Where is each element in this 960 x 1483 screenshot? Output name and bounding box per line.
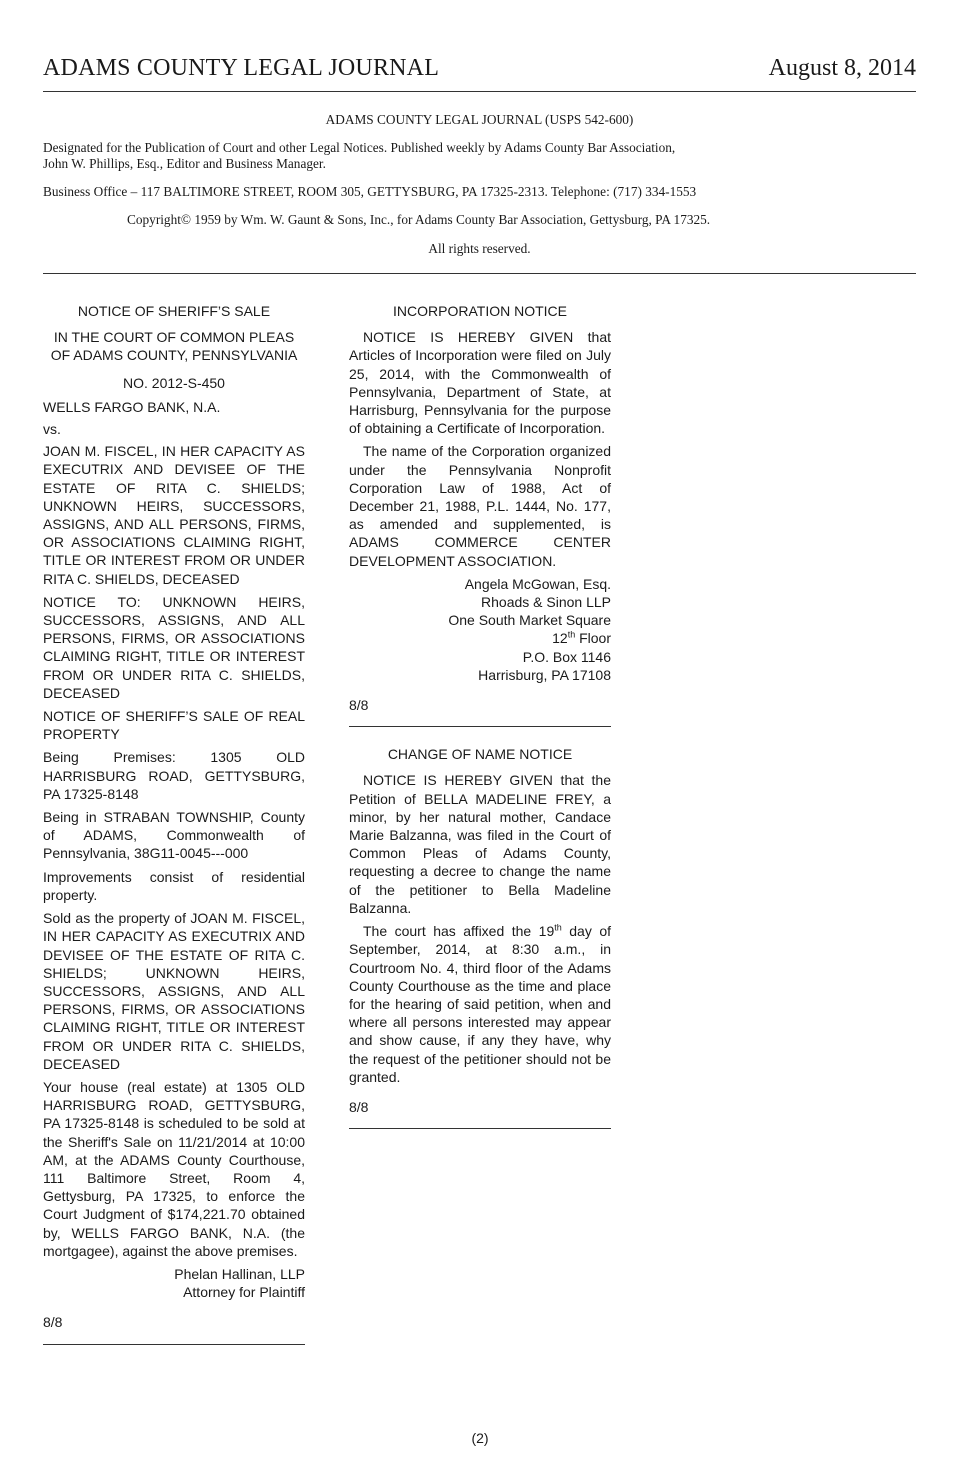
masthead-description-line2: John W. Phillips, Esq., Editor and Business Manager. xyxy=(43,156,326,171)
sig-firm: Rhoads & Sinon LLP xyxy=(481,594,611,611)
incorporation-signature xyxy=(349,575,611,684)
sig-name: Angela McGowan, Esq. xyxy=(464,575,611,592)
name-change-para1: NOTICE IS HEREBY GIVEN that the Petition of BELLA MADELINE FREY, a minor, by her natural mother, Candace Marie Balzanna, was filed in the Court of Common Pleas of Adams County, requesting a decree to change the name of the petitioner to Bella Madeline Balzanna. xyxy=(349,772,611,916)
journal-title: ADAMS COUNTY LEGAL JOURNAL xyxy=(43,55,440,81)
issue-date: August 8, 2014 xyxy=(768,55,916,81)
plaintiff: WELLS FARGO BANK, N.A. xyxy=(43,398,221,415)
sig-floor-word: Floor xyxy=(575,630,611,647)
attorney-role: Attorney for Plaintiff xyxy=(183,1284,305,1301)
sig-address: One South Market Square xyxy=(448,612,611,629)
name-change-heading: CHANGE OF NAME NOTICE xyxy=(387,746,573,763)
right-column xyxy=(349,302,611,1147)
name-change-para2-start: The court has affixed the 19 xyxy=(363,923,555,940)
running-head xyxy=(43,55,916,87)
sold-as: Sold as the property of JOAN M. FISCEL, IN HER CAPACITY AS EXECUTRIX AND DEVISEE OF THE ESTATE OF RITA C. SHIELDS; UNKNOWN HEIRS, SUCCESSORS, ASSIGNS, AND ALL PERSONS, FIRMS, OR ASSOCIATIONS CLAIMING RIGHT, TITLE OR INTEREST FROM OR UNDER RITA C. SHIELDS, DECEASED xyxy=(43,910,305,1072)
sheriff-sale-date: 8/8 xyxy=(43,1314,63,1331)
masthead xyxy=(43,112,916,271)
case-number: NO. 2012-S-450 xyxy=(123,374,225,391)
copyright: Copyright© 1959 by Wm. W. Gaunt & Sons, Inc., for Adams County Bar Association, Gettysburg, PA 17325. xyxy=(127,212,711,227)
improvements: Improvements consist of residential property. xyxy=(43,868,305,903)
page-number: (2) xyxy=(471,1430,489,1446)
notice-to: NOTICE TO: UNKNOWN HEIRS, SUCCESSORS, ASSIGNS, AND ALL PERSONS, FIRMS, OR ASSOCIATIONS CLAIMING RIGHT, TITLE OR INTEREST FROM OR UNDER RITA C. SHIELDS, DECEASED xyxy=(43,593,305,701)
rights-reserved: All rights reserved. xyxy=(428,241,531,257)
your-house: Your house (real estate) at 1305 OLD HARRISBURG ROAD, GETTYSBURG, PA 17325-8148 is scheduled to be sold at the Sheriff's Sale on 11/21/2014 at 10:00 AM, at the ADAMS County Courthouse, 111 Baltimore Street, Room 4, Gettysburg, PA 17325, to enforce the Court Judgment of $174,221.70 obtained by, WELLS FARGO BANK, N.A. (the mortgagee), against the above premises. xyxy=(43,1078,305,1259)
name-change-para2 xyxy=(349,922,611,1086)
sig-floor-suffix: th xyxy=(567,629,576,640)
sheriff-sale-notice xyxy=(43,302,305,1363)
incorporation-para2: The name of the Corporation organized under the Pennsylvania Nonprofit Corporation Law of 1988, Act of December 21, 1988, P.L. 1444, No. 177, as amended and supplemented, is ADAMS COMMERCE CENTER DEVELOPMENT ASSOCIATION. xyxy=(349,443,611,569)
incorporation-para1: NOTICE IS HEREBY GIVEN that Articles of Incorporation were filed on July 25, 2014, with the Commonwealth of Pennsylvania, Department of State, at Harrisburg, Pennsylvania for the purpose of obtaining a Certificate of Incorporation. xyxy=(349,329,611,437)
versus: vs. xyxy=(43,421,61,438)
sig-po-box: P.O. Box 1146 xyxy=(522,648,611,665)
header-rule xyxy=(43,91,916,92)
name-change-para2-suffix: th xyxy=(554,922,562,933)
incorporation-heading: INCORPORATION NOTICE xyxy=(393,303,567,319)
incorporation-end-rule xyxy=(349,726,611,727)
business-office: Business Office – 117 BALTIMORE STREET, ROOM 305, GETTYSBURG, PA 17325-2313. Telephone: (717) 334-1553 xyxy=(43,184,697,199)
incorporation-date: 8/8 xyxy=(349,697,369,714)
premises: Being Premises: 1305 OLD HARRISBURG ROAD, GETTYSBURG, PA 17325-8148 xyxy=(43,749,305,802)
sheriff-sale-heading: NOTICE OF SHERIFF’S SALE xyxy=(77,303,271,319)
notice-real-property: NOTICE OF SHERIFF’S SALE OF REAL PROPERTY xyxy=(43,708,305,743)
sig-city: Harrisburg, PA 17108 xyxy=(478,666,611,683)
masthead-description xyxy=(43,140,916,172)
name-change-end-rule xyxy=(349,1128,611,1129)
sig-floor-number: 12 xyxy=(552,630,568,647)
masthead-description-line1: Designated for the Publication of Court and other Legal Notices. Published weekly by Adams County Bar Association, xyxy=(43,140,676,155)
masthead-title: ADAMS COUNTY LEGAL JOURNAL (USPS 542-600) xyxy=(325,112,634,127)
name-change-date: 8/8 xyxy=(349,1098,369,1115)
sig-floor xyxy=(349,629,611,647)
defendant: JOAN M. FISCEL, IN HER CAPACITY AS EXECUTRIX AND DEVISEE OF THE ESTATE OF RITA C. SHIELDS; UNKNOWN HEIRS, SUCCESSORS, ASSIGNS, AND ALL PERSONS, FIRMS, OR ASSOCIATIONS CLAIMING RIGHT, TITLE OR INTEREST FROM OR UNDER RITA C. SHIELDS, DECEASED xyxy=(43,443,305,587)
masthead-rule xyxy=(43,273,916,274)
sheriff-sale-end-rule xyxy=(43,1344,305,1345)
court-name: IN THE COURT OF COMMON PLEAS OF ADAMS COUNTY, PENNSYLVANIA xyxy=(50,329,298,364)
attorney-firm: Phelan Hallinan, LLP xyxy=(174,1265,305,1282)
name-change-para2-end: day of September, 2014, at 8:30 a.m., in Courtroom No. 4, third floor of the Adams County Courthouse as the time and place for the hearing of said petition, when and where all persons interested may appear and show cause, if any they have, why the request of the petitioner should not be granted. xyxy=(349,923,611,1085)
township: Being in STRABAN TOWNSHIP, County of ADAMS, Commonwealth of Pennsylvania, 38G11-0045---000 xyxy=(43,809,305,862)
